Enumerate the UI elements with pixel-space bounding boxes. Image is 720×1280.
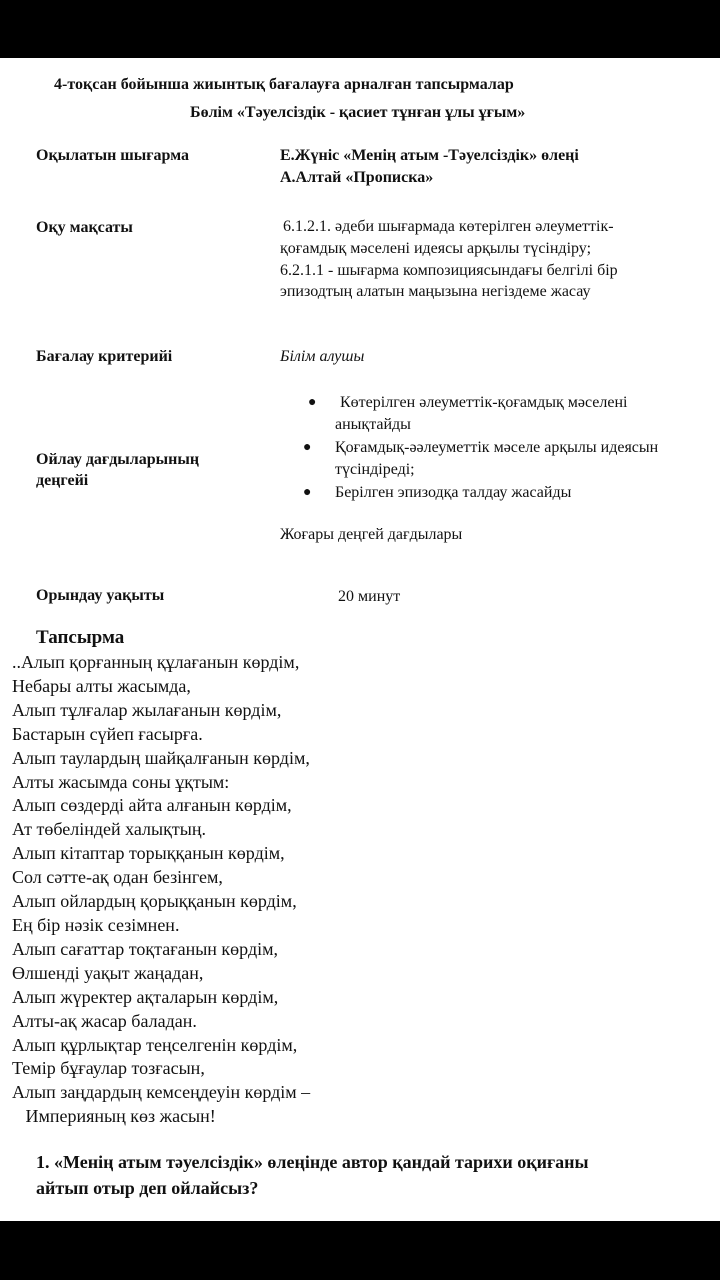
bullet-line: Берілген эпизодқа талдау жасайды [335,484,572,501]
goal-line: 6.2.1.1 - шығарма композициясындағы белгілі бір [280,262,618,279]
poem-line: Небары алты жасымда, [12,675,191,696]
poem-line: Ең бір нәзік сезімнен. [12,914,180,935]
poem-line: Алып кітаптар торыққанын көрдім, [12,843,285,864]
bullet-icon: ● [303,440,312,455]
bullet-line: Қоғамдық-әәлеуметтік мәселе арқылы идеясын [335,439,659,456]
time-label: Орындау уақыты [36,587,165,604]
task-title: Тапсырма [36,627,125,648]
question-line: айтып отыр деп ойлайсыз? [36,1178,259,1198]
work-label: Оқылатын шығарма [36,147,189,164]
question-line: 1. «Менің атым тәуелсіздік» өлеңінде автор қандай тарихи оқиғаны [36,1152,589,1172]
poem-line: Алты-ақ жасар баладан. [12,1010,197,1031]
goal-label: Оқу мақсаты [36,219,133,236]
level-value: Жоғары деңгей дағдылары [280,526,463,543]
bullet-icon: ● [303,485,312,500]
poem-line: Алып ойлардың қорыққанын көрдім, [12,891,297,912]
bullet-line: түсіндіреді; [335,461,415,478]
criteria-value: Білім алушы [280,348,365,365]
work-value-1: Е.Жүніс «Менің атым -Тәуелсіздік» өлеңі [280,147,579,164]
goal-line: қоғамдық мәселені идеясы арқылы түсіндіру; [280,240,592,257]
poem-line: Алып құрлықтар теңселгенін көрдім, [12,1034,298,1055]
goal-line: эпизодтың алатын маңызына негіздеме жасау [280,283,591,300]
poem-line: Алты жасымда соны ұқтым: [12,771,230,792]
poem-line: Бастарын сүйеп ғасырға. [12,723,203,744]
criteria-bullet [303,437,659,481]
poem-line: Ат төбеліндей халықтың. [12,819,206,840]
document-title: 4-тоқсан бойынша жиынтық бағалауға арналған тапсырмалар [54,76,514,93]
time-value: 20 минут [338,588,401,605]
goal-line: 6.1.2.1. әдеби шығармада көтерілген әлеуметтік- [283,218,614,235]
poem-line: Империяның көз жасын! [12,1106,216,1127]
bullet-line: Көтерілген әлеуметтік-қоғамдық мәселені [340,394,628,411]
poem-line: Алып заңдардың кемсеңдеуін көрдім – [12,1082,311,1103]
criteria-bullet [308,392,628,436]
section-title: Бөлім «Тәуелсіздік - қасиет тұнған ұлы ұғым» [190,104,526,121]
level-label: Ойлау дағдыларының [36,451,200,468]
criteria-label: Бағалау критерийі [36,348,173,365]
poem-line: Алып тұлғалар жылағанын көрдім, [12,699,282,720]
poem-line: Алып таулардың шайқалғанын көрдім, [12,747,310,768]
poem [12,651,310,1129]
work-value-2: А.Алтай «Прописка» [280,169,434,186]
poem-line: Алып жүректер ақталарын көрдім, [12,986,279,1007]
poem-line: Темір бұғаулар тозғасын, [12,1058,205,1079]
poem-line: Алып сағаттар тоқтағанын көрдім, [12,938,278,959]
poem-line: Өлшенді уақыт жаңадан, [12,962,204,983]
poem-line: ..Алып қорғанның құлағанын көрдім, [12,652,300,672]
criteria-bullet [303,482,572,504]
document-page [0,58,720,1221]
poem-line: Сол сәтте-ақ одан безінгем, [12,867,223,888]
level-label: деңгейі [36,472,89,489]
poem-line: Алып сөздерді айта алғанын көрдім, [12,795,292,816]
bullet-line: анықтайды [335,416,411,433]
bullet-icon: ● [308,395,317,410]
